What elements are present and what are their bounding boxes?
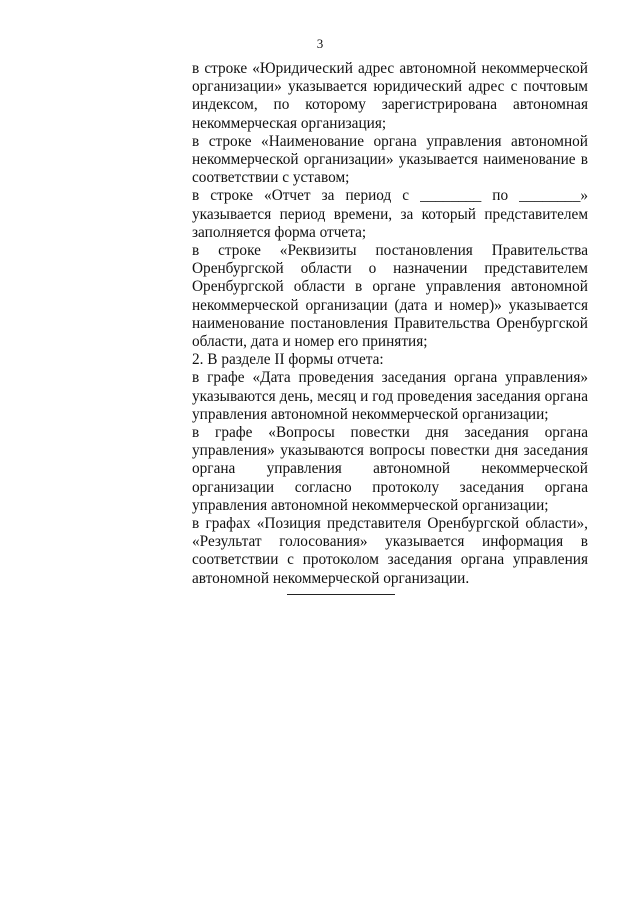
paragraph-legal-address: в строке «Юридический адрес автономной некоммерческой организации» указывается юридический адрес с почтовым индексом, по которому зарегистрирована автономная некоммерческая организация; xyxy=(192,60,588,132)
paragraph-resolution-details: в строке «Реквизиты постановления Правительства Оренбургской области о назначении представителем Оренбургской области в органе управления автономной некоммерческой организации (дата и номер)» указывается наименование постановления Правительства Оренбургской области, дата и номер его принятия; xyxy=(192,242,588,351)
paragraph-agenda-items: в графе «Вопросы повестки дня заседания органа управления» указываются вопросы повестки дня заседания органа управления автономной некоммерческой организации согласно протоколу заседания органа управления автономной некоммерческой организации; xyxy=(192,424,588,514)
paragraph-meeting-date: в графе «Дата проведения заседания органа управления» указываются день, месяц и год проведения заседания органа управления автономной некоммерческой организации; xyxy=(192,369,588,423)
end-separator-line xyxy=(287,594,395,595)
paragraph-governing-body-name: в строке «Наименование органа управления автономной некоммерческой организации» указывается наименование в соответствии с уставом; xyxy=(192,132,588,187)
paragraph-section-two-heading: 2. В разделе II формы отчета: xyxy=(192,351,384,369)
page-number: 3 xyxy=(316,36,324,51)
document-body xyxy=(192,60,588,588)
paragraph-position-and-vote: в графах «Позиция представителя Оренбургской области», «Результат голосования» указывается информация в соответствии с протоколом заседания органа управления автономной некоммерческой организации. xyxy=(192,515,588,587)
paragraph-report-period: в строке «Отчет за период с ________ по ________» указывается период времени, за который представителем заполняется форма отчета; xyxy=(192,187,588,241)
